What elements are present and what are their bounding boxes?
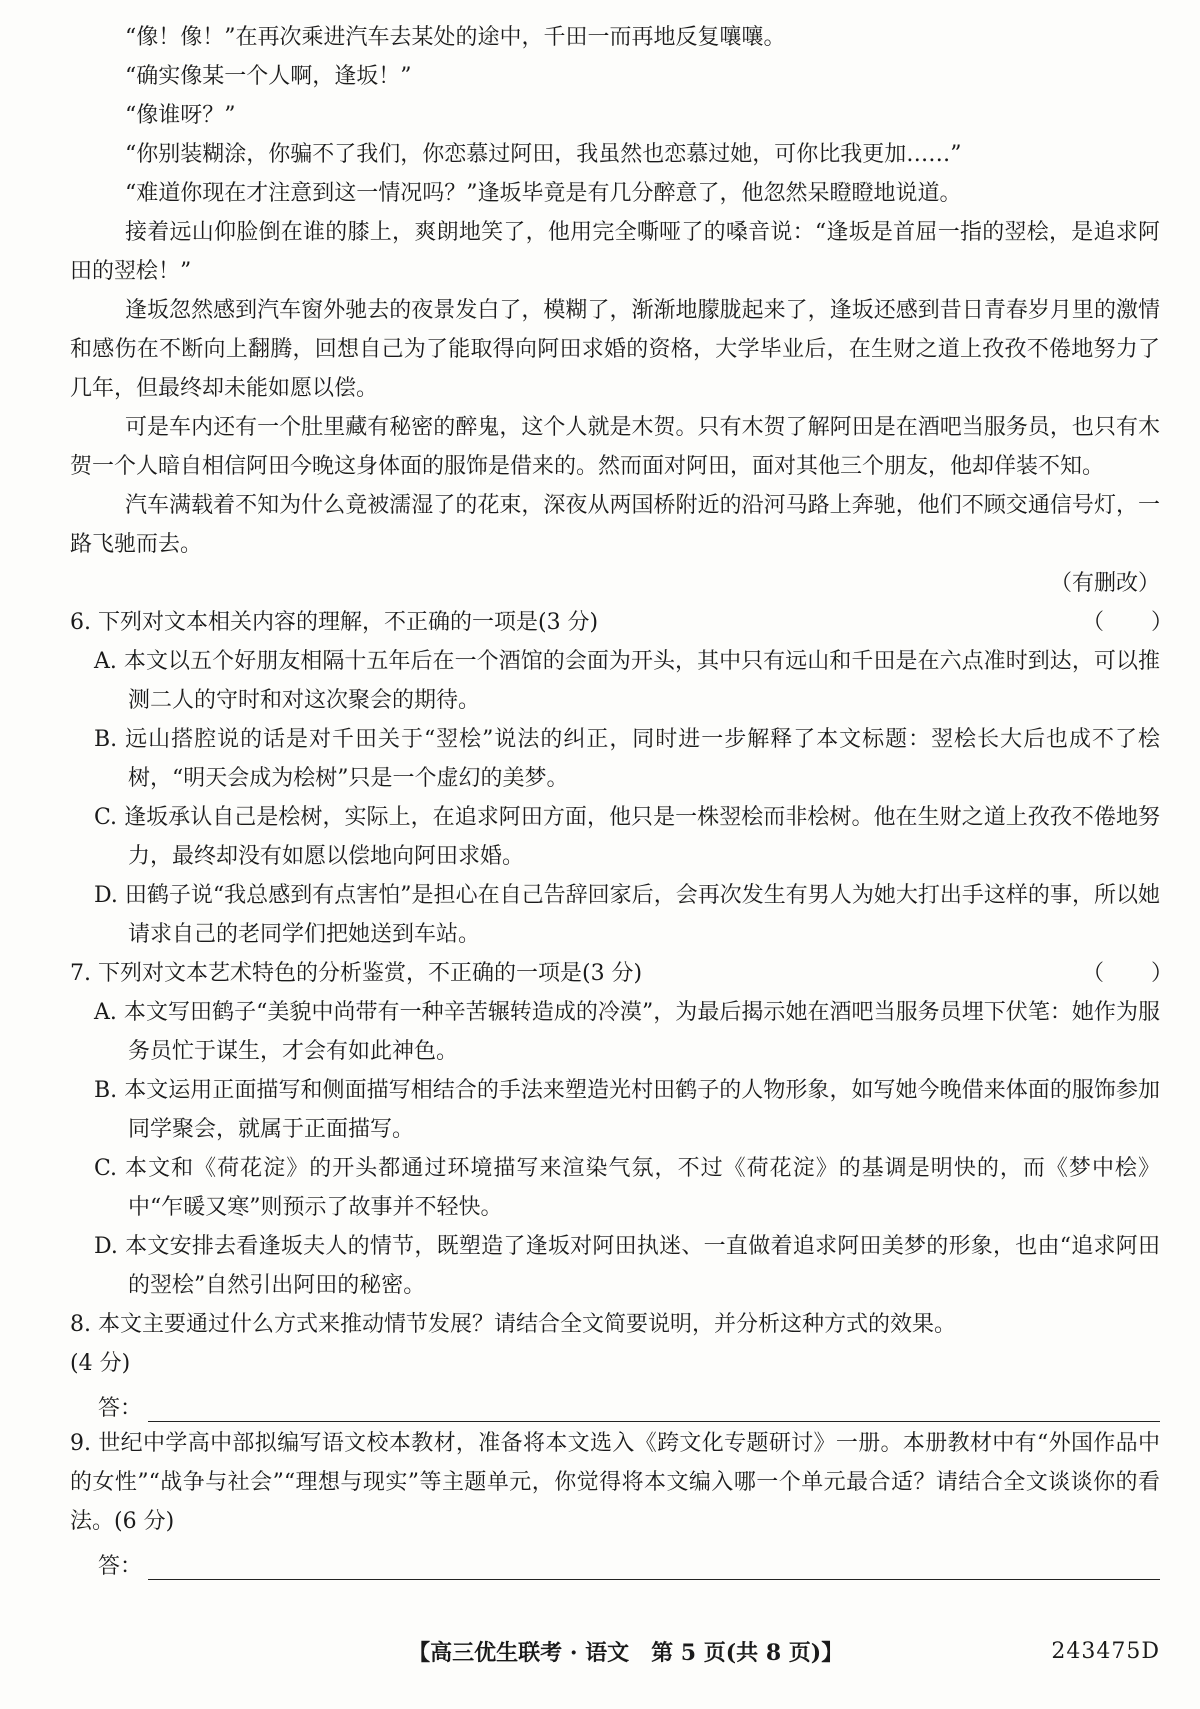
answer-line[interactable] xyxy=(148,1396,1160,1422)
dialogue-line: “确实像某一个人啊，逢坂！” xyxy=(125,64,412,89)
option-a: A. 本文以五个好朋友相隔十五年后在一个酒馆的会面为开头，其中只有远山和千田是在六点准时到达，可以推测二人的守时和对这次聚会的期待。 xyxy=(94,649,1160,713)
exam-page xyxy=(70,18,1175,1582)
question-stem: 6. 下列对文本相关内容的理解，不正确的一项是(3 分) xyxy=(70,610,599,635)
answer-bracket: （ ） xyxy=(1082,610,1175,635)
option-a: A. 本文写田鹤子“美貌中尚带有一种辛苦辗转造成的冷漠”，为最后揭示她在酒吧当服务员埋下伏笔：她作为服务员忙于谋生，才会有如此神色。 xyxy=(94,1000,1160,1064)
passage-paragraph: 汽车满载着不知为什么竟被濡湿了的花束，深夜从两国桥附近的沿河马路上奔驰，他们不顾交通信号灯，一路飞驰而去。 xyxy=(70,493,1160,557)
option-b: B. 本文运用正面描写和侧面描写相结合的手法来塑造光村田鹤子的人物形象，如写她今晚借来体面的服饰参加同学聚会，就属于正面描写。 xyxy=(94,1078,1160,1142)
option-c: C. 本文和《荷花淀》的开头都通过环境描写来渲染气氛，不过《荷花淀》的基调是明快的，而《梦中桧》中“乍暖又寒”则预示了故事并不轻快。 xyxy=(94,1156,1160,1220)
answer-label: 答： xyxy=(98,1396,143,1421)
question-8-text: 8. 本文主要通过什么方式来推动情节发展？请结合全文简要说明，并分析这种方式的效果。 xyxy=(70,1312,956,1337)
answer-field-9[interactable] xyxy=(70,1541,1160,1580)
source-note: （有删改） xyxy=(1049,571,1160,596)
answer-label: 答： xyxy=(98,1554,143,1579)
passage-paragraph: 可是车内还有一个肚里藏有秘密的醉鬼，这个人就是木贺。只有木贺了解阿田是在酒吧当服务员，也只有木贺一个人暗自相信阿田今晚这身体面的服饰是借来的。然而面对阿田，面对其他三个朋友，他却佯装不知。 xyxy=(70,415,1160,479)
answer-field-8[interactable] xyxy=(70,1383,1160,1422)
question-9-text: 9. 世纪中学高中部拟编写语文校本教材，准备将本文选入《跨文化专题研讨》一册。本册教材中有“外国作品中的女性”“战争与社会”“理想与现实”等主题单元，你觉得将本文编入哪一个单元最合适？请结合全文谈谈你的看法。(6 分) xyxy=(70,1431,1160,1534)
passage-paragraph: 接着远山仰脸倒在谁的膝上，爽朗地笑了，他用完全嘶哑了的嗓音说：“逢坂是首屈一指的翌桧，是追求阿田的翌桧！” xyxy=(70,220,1160,284)
option-d: D. 田鹤子说“我总感到有点害怕”是担心在自己告辞回家后，会再次发生有男人为她大打出手这样的事，所以她请求自己的老同学们把她送到车站。 xyxy=(94,883,1160,947)
option-d: D. 本文安排去看逢坂夫人的情节，既塑造了逢坂对阿田执迷、一直做着追求阿田美梦的形象，也由“追求阿田的翌桧”自然引出阿田的秘密。 xyxy=(94,1234,1160,1298)
passage-paragraph: 逢坂忽然感到汽车窗外驰去的夜景发白了，模糊了，渐渐地朦胧起来了，逢坂还感到昔日青春岁月里的激情和感伤在不断向上翻腾，回想自己为了能取得向阿田求婚的资格，大学毕业后，在生财之道上孜孜不倦地努力了几年，但最终却未能如愿以偿。 xyxy=(70,298,1160,401)
answer-bracket: （ ） xyxy=(1082,961,1175,986)
page-footer xyxy=(70,1636,1160,1667)
dialogue-line: “难道你现在才注意到这一情况吗？”逢坂毕竟是有几分醉意了，他忽然呆瞪瞪地说道。 xyxy=(125,181,962,206)
exam-code: 243475D xyxy=(1051,1639,1160,1664)
dialogue-line: “你别装糊涂，你骗不了我们，你恋慕过阿田，我虽然也恋慕过她，可你比我更加……” xyxy=(125,142,962,167)
question-7-stem xyxy=(70,954,1175,993)
dialogue-line: “像！像！”在再次乘进汽车去某处的途中，千田一而再地反复嚷嚷。 xyxy=(125,25,786,50)
option-c: C. 逢坂承认自己是桧树，实际上，在追求阿田方面，他只是一株翌桧而非桧树。他在生财之道上孜孜不倦地努力，最终却没有如愿以偿地向阿田求婚。 xyxy=(94,805,1160,869)
question-stem: 7. 下列对文本艺术特色的分析鉴赏，不正确的一项是(3 分) xyxy=(70,961,643,986)
option-b: B. 远山搭腔说的话是对千田关于“翌桧”说法的纠正，同时进一步解释了本文标题：翌桧长大后也成不了桧树，“明天会成为桧树”只是一个虚幻的美梦。 xyxy=(94,727,1160,791)
question-8-score: (4 分) xyxy=(70,1351,131,1376)
dialogue-line: “像谁呀？” xyxy=(125,103,236,128)
answer-line[interactable] xyxy=(148,1554,1160,1580)
exam-title: 【高三优生联考 · 语文 第 5 页(共 8 页)】 xyxy=(408,1640,844,1666)
question-6-stem xyxy=(70,603,1175,642)
